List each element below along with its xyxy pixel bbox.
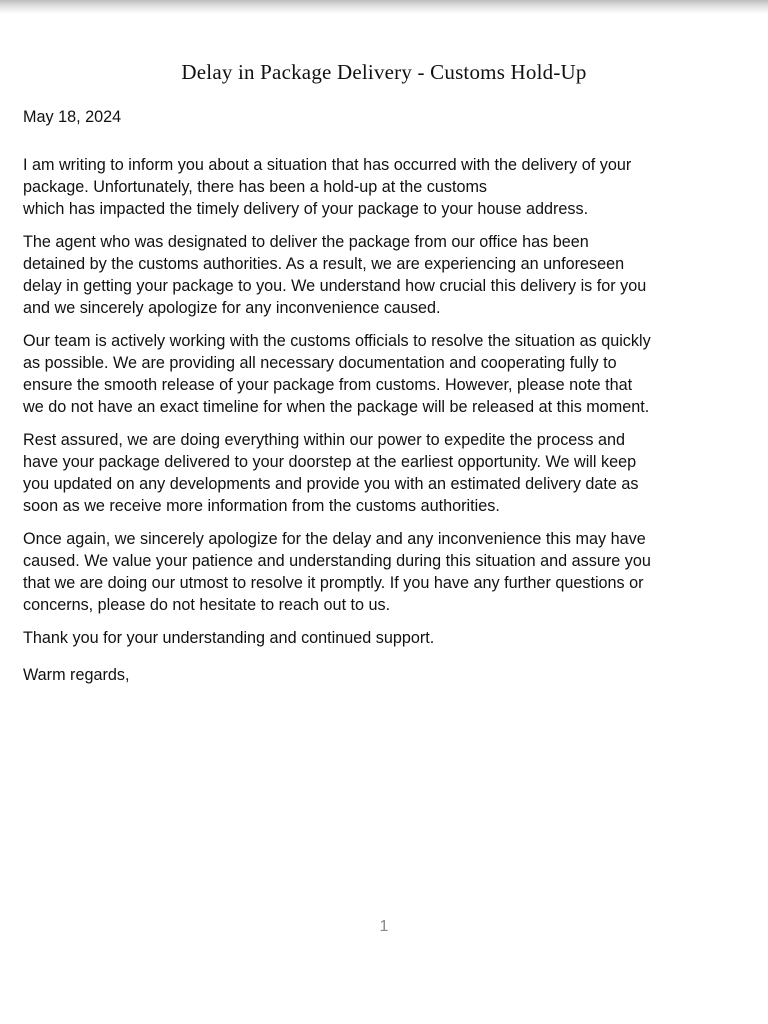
paragraph-line: The agent who was designated to deliver the package from our office has been <box>23 233 589 251</box>
paragraph-line: caused. We value your patience and understanding during this situation and assure you <box>23 552 651 570</box>
letter-date: May 18, 2024 <box>23 108 122 126</box>
paragraph-line: Rest assured, we are doing everything within our power to expedite the process and <box>23 431 625 449</box>
page-number: 1 <box>379 918 389 935</box>
paragraph-line: delay in getting your package to you. We understand how crucial this delivery is for you <box>23 277 647 295</box>
paragraph-3 <box>23 330 753 418</box>
paragraph-line: Our team is actively working with the customs officials to resolve the situation as quickly <box>23 332 651 350</box>
paragraph-line: as possible. We are providing all necessary documentation and cooperating fully to <box>23 354 617 372</box>
letter-body <box>23 106 753 686</box>
paragraph-line: soon as we receive more information from the customs authorities. <box>23 497 500 515</box>
paragraph-line: I am writing to inform you about a situation that has occurred with the delivery of your <box>23 156 632 174</box>
closing-thanks: Thank you for your understanding and continued support. <box>23 629 435 647</box>
paragraph-line: we do not have an exact timeline for when the package will be released at this moment. <box>23 398 650 416</box>
top-edge-shadow <box>0 0 768 14</box>
paragraph-line: have your package delivered to your doorstep at the earliest opportunity. We will keep <box>23 453 637 471</box>
paragraph-line: package. Unfortunately, there has been a hold-up at the customs <box>23 178 488 196</box>
paragraph-line: detained by the customs authorities. As a result, we are experiencing an unforeseen <box>23 255 625 273</box>
paragraph-4 <box>23 429 753 517</box>
paragraph-line: you updated on any developments and provide you with an estimated delivery date as <box>23 475 639 493</box>
paragraph-line: ensure the smooth release of your package from customs. However, please note that <box>23 376 633 394</box>
paragraph-line: concerns, please do not hesitate to reach out to us. <box>23 596 391 614</box>
closing-regards: Warm regards, <box>23 666 130 684</box>
paragraph-line: which has impacted the timely delivery of your package to your house address. <box>23 200 589 218</box>
paragraph-1 <box>23 154 753 220</box>
paragraph-line: that we are doing our utmost to resolve it promptly. If you have any further questions or <box>23 574 644 592</box>
paragraph-line: Once again, we sincerely apologize for the delay and any inconvenience this may have <box>23 530 646 548</box>
paragraph-2 <box>23 231 753 319</box>
paragraph-line: and we sincerely apologize for any inconvenience caused. <box>23 299 441 317</box>
paragraph-5 <box>23 528 753 616</box>
document-title: Delay in Package Delivery - Customs Hold-Up <box>181 60 587 84</box>
